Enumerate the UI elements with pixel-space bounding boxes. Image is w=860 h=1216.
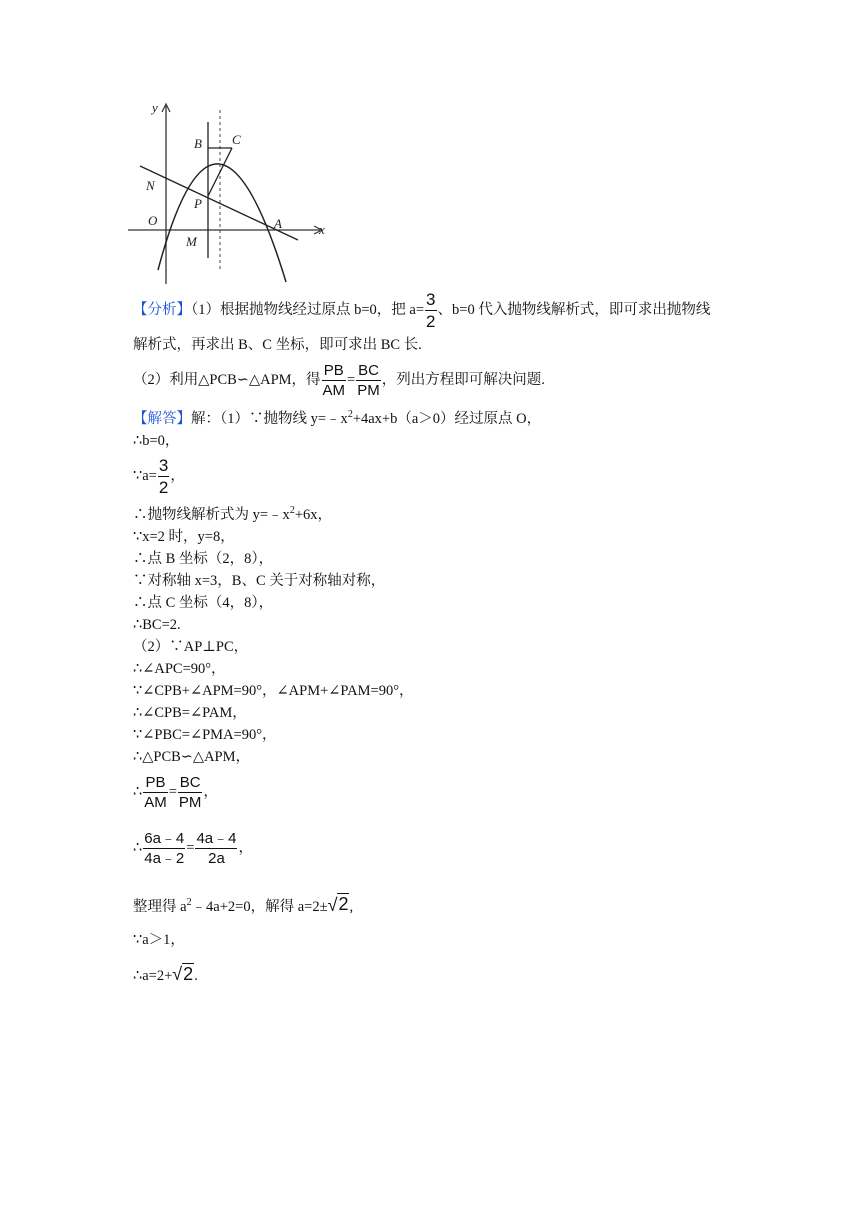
fraction-denominator: 2	[426, 312, 436, 332]
analysis-line-2: 解析式，再求出 B、C 坐标，即可求出 BC 长.	[133, 337, 422, 353]
superscript: 2	[347, 409, 353, 420]
radicand: 2	[338, 894, 349, 915]
fraction-numerator: BC	[358, 362, 379, 380]
solution-line-19: ∵a＞1，	[133, 932, 185, 949]
fraction-6a-4-over-4a-2	[143, 831, 185, 866]
solution-line-4	[133, 500, 733, 526]
solution-text: ，	[238, 839, 253, 856]
equals-sign: =	[347, 372, 356, 388]
solution-line-1	[133, 404, 733, 430]
fraction-numerator: BC	[179, 773, 201, 791]
label-p: P	[194, 196, 202, 211]
fraction-bc-pm	[178, 775, 203, 810]
solution-text: ,	[349, 898, 354, 915]
solution-line-10: （2）∵AP⊥PC，	[133, 638, 249, 655]
solution-text: ∴	[133, 839, 143, 856]
parabola-diagram	[128, 100, 328, 286]
superscript: 2	[289, 504, 295, 516]
solution-line-5: ∵x=2 时，y=8，	[133, 528, 235, 545]
solution-line-12: ∵∠CPB+∠APM=90°，∠APM+∠PAM=90°，	[133, 682, 414, 699]
fraction-numerator: 6a﹣4	[144, 829, 185, 847]
label-x: x	[319, 222, 325, 237]
solution-text: ∵a=	[133, 467, 157, 484]
solution-text: 解：（1）∵抛物线 y=﹣x	[191, 410, 348, 427]
solution-text: ∴抛物线解析式为 y=﹣x	[133, 506, 290, 523]
solution-line-17	[133, 824, 733, 872]
label-b: B	[194, 136, 202, 151]
superscript: 2	[186, 896, 192, 908]
label-o: O	[148, 213, 158, 228]
solution-line-13: ∴∠CPB=∠PAM，	[133, 704, 247, 721]
analysis-text: （1）根据抛物线经过原点 b=0，把 a=	[191, 302, 425, 318]
solution-line-18	[133, 886, 733, 924]
solution-text: +6x，	[294, 506, 332, 523]
solution-line-8: ∴点 C 坐标（4，8），	[133, 594, 274, 611]
label-y: y	[152, 100, 158, 115]
fraction-numerator: PB	[143, 775, 168, 793]
square-root: √2	[172, 964, 194, 985]
label-n: N	[146, 178, 155, 193]
fraction-three-halves	[158, 457, 169, 496]
fraction-three-halves	[425, 291, 436, 330]
solution-line-11: ∴∠APC=90°，	[133, 660, 226, 677]
fraction-4a-4-over-2a	[195, 831, 237, 866]
label-c: C	[232, 132, 241, 147]
analysis-text: 、b=0 代入抛物线解析式，即可求出抛物线	[437, 302, 711, 318]
fraction-denominator: AM	[322, 382, 346, 400]
fraction-numerator: 3	[426, 290, 436, 310]
solution-text: 整理得 a	[133, 898, 187, 915]
fraction-pb-am	[322, 363, 347, 398]
analysis-text: （2）利用△PCB∽△APM，得	[133, 372, 321, 388]
equals-sign: =	[168, 783, 177, 800]
square-root: √2	[327, 894, 349, 915]
analysis-tag: 【分析】	[133, 302, 191, 318]
fraction-denominator: 2	[158, 478, 169, 497]
solution-text: ∴a=2+	[133, 968, 173, 985]
radicand: 2	[183, 964, 194, 985]
solution-text: ，	[203, 783, 218, 800]
solution-text: ∴	[133, 783, 143, 800]
analysis-line-1	[133, 286, 733, 334]
equals-sign: =	[186, 839, 195, 856]
fraction-denominator: PM	[357, 382, 380, 400]
label-m: M	[186, 234, 197, 249]
solution-line-15: ∴△PCB∽△APM，	[133, 748, 251, 765]
fraction-numerator: PB	[322, 363, 347, 381]
parabola-figure	[128, 100, 328, 286]
analysis-line-3	[133, 356, 733, 404]
fraction-numerator: 4a﹣4	[196, 829, 237, 847]
solution-line-3	[133, 452, 733, 500]
fraction-denominator: PM	[178, 793, 202, 811]
analysis-text: ，列出方程即可解决问题.	[381, 372, 545, 388]
fraction-bc-pm	[356, 363, 381, 398]
solution-text: +4ax+b（a＞0）经过原点 O，	[352, 410, 542, 427]
solution-line-20	[133, 957, 733, 993]
fraction-denominator: AM	[144, 793, 167, 811]
fraction-numerator: 3	[158, 456, 169, 475]
solution-text: .	[194, 968, 198, 985]
solution-line-7: ∵对称轴 x=3，B、C 关于对称轴对称，	[133, 572, 386, 589]
parabola-curve	[158, 164, 286, 282]
fraction-denominator: 2a	[208, 849, 225, 867]
fraction-pb-am	[143, 775, 168, 810]
solution-line-6: ∴点 B 坐标（2，8），	[133, 550, 274, 567]
solution-line-9: ∴BC=2.	[133, 616, 181, 633]
solution-text: ，	[170, 467, 185, 484]
solution-line-16	[133, 768, 733, 816]
solution-tag: 【解答】	[133, 410, 191, 427]
solution-content	[133, 286, 733, 993]
solution-text: ﹣4a+2=0，解得 a=2±	[191, 898, 328, 915]
solution-line-14: ∵∠PBC=∠PMA=90°，	[133, 726, 277, 743]
solution-line-2: ∴b=0，	[133, 432, 180, 449]
label-a: A	[274, 216, 282, 231]
fraction-denominator: 4a﹣2	[144, 849, 185, 867]
